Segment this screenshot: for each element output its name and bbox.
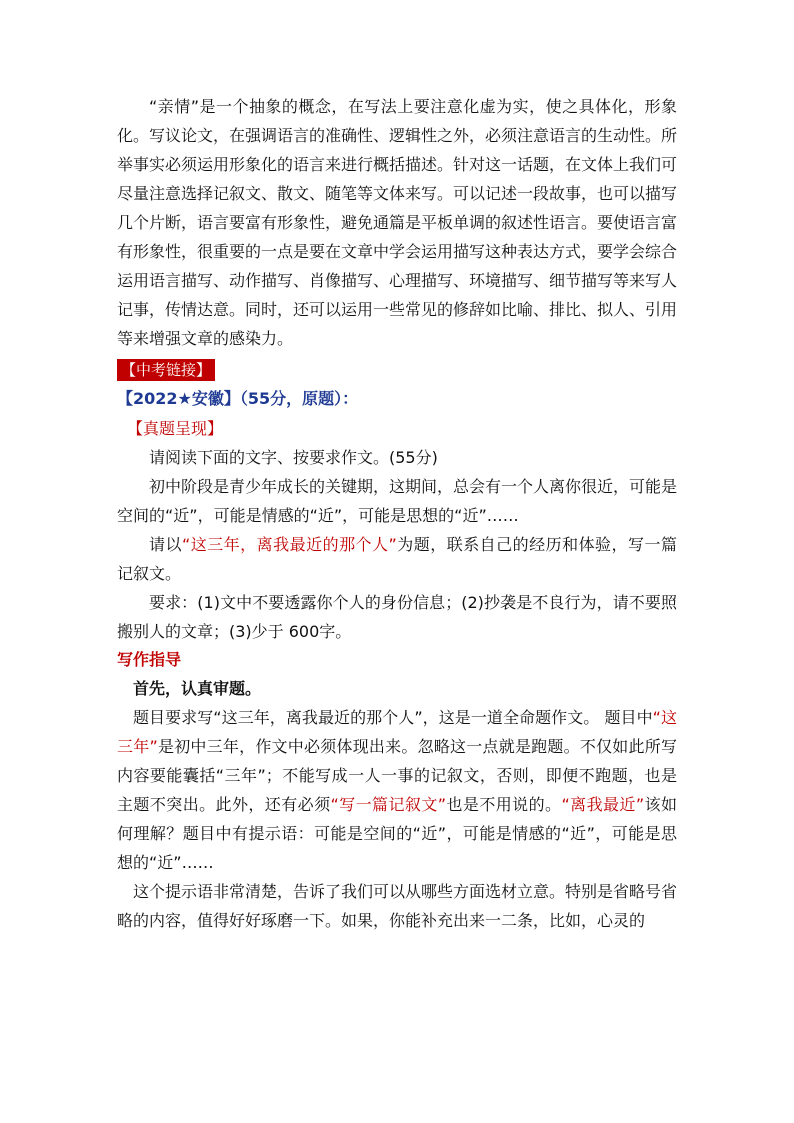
question-requirements: 要求：(1)文中不要透露你个人的身份信息；(2)抄袭是不良行为，请不要照搬别人的文章；(3)少于 600字。 [117,593,677,641]
question-line-2: 初中阶段是青少年成长的关键期，这期间，总会有一个人离你很近，可能是空间的“近”，可能是情感的“近”，可能是思想的“近”…… [117,477,678,525]
guide-p1-highlight-1: “这三年” [117,708,677,756]
question-tag [117,415,677,443]
document-content [117,92,677,935]
guide-p1-highlight-3: “离我最近” [561,795,645,814]
question-line-3-post: 为题，联系自己的经历和体验，写一篇记叙文。 [117,535,677,583]
guide-p1-highlight-2: “写一篇记叙文” [330,795,447,814]
guide-paragraph-1 [117,703,677,877]
guide-p1-c: 是初中三年，作文中必须体现出来。忽略这一点就是跑题。不仅如此所写内容要能囊括“三年”；不能写成一人一事的记叙文，否则，即便不跑题，也是主题不突出。此外，还有必须 [117,737,677,814]
intro-paragraph: “亲情”是一个抽象的概念，在写法上要注意化虚为实，使之具体化，形象化。写议论文，在强调语言的准确性、逻辑性之外，必须注意语言的生动性。所举事实必须运用形象化的语言来进行概括描述。针对这一话题，在文体上我们可尽量注意选择记叙文、散文、随笔等文体来写。可以记述一段故事，也可以描写几个片断，语言要富有形象性，避免通篇是平板单调的叙述性语言。要使语言富有形象性，很重要的一点是要在文章中学会运用描写这种表达方式，要学会综合运用语言描写、动作描写、肖像描写、心理描写、环境描写、细节描写等来写人记事，传情达意。同时，还可以运用一些常见的修辞如比喻、排比、拟人、引用等来增强文章的感染力。 [117,97,678,348]
question-line-3-pre: 请以 [149,535,182,554]
guide-p1-e: 也是不用说的。 [446,795,562,814]
exam-heading [117,385,677,413]
guide-paragraph-2: 这个提示语非常清楚，告诉了我们可以从哪些方面选材立意。特别是省略号省略的内容，值得好好琢磨一下。如果，你能补充出来一二条，比如，心灵的 [117,882,678,930]
essay-title: “这三年，离我最近的那个人” [181,535,397,554]
question-line-3 [117,530,677,588]
writing-guide-title: 写作指导 [117,650,182,669]
star-icon: ★ [177,389,192,408]
guide-p1-a: 题目要求写“这三年，离我最近的那个人”，这是一道全命题作文。 题目中 [133,708,653,727]
question-tag-label: 【真题呈现】 [127,419,224,438]
guide-p1-g: 该如何理解？题目中有提示语：可能是空间的“近”，可能是情感的“近”，可能是思想的“近”…… [117,795,677,872]
guide-step-1: 首先，认真审题。 [133,679,262,698]
exam-heading-prefix: 【2022 [117,389,178,408]
zhongkao-link-tag: 【中考链接】 [117,359,215,381]
exam-heading-rest: 安徽】（55分，原题）： [191,389,359,408]
question-line-1: 请阅读下面的文字、按要求作文。(55分) [149,448,438,467]
